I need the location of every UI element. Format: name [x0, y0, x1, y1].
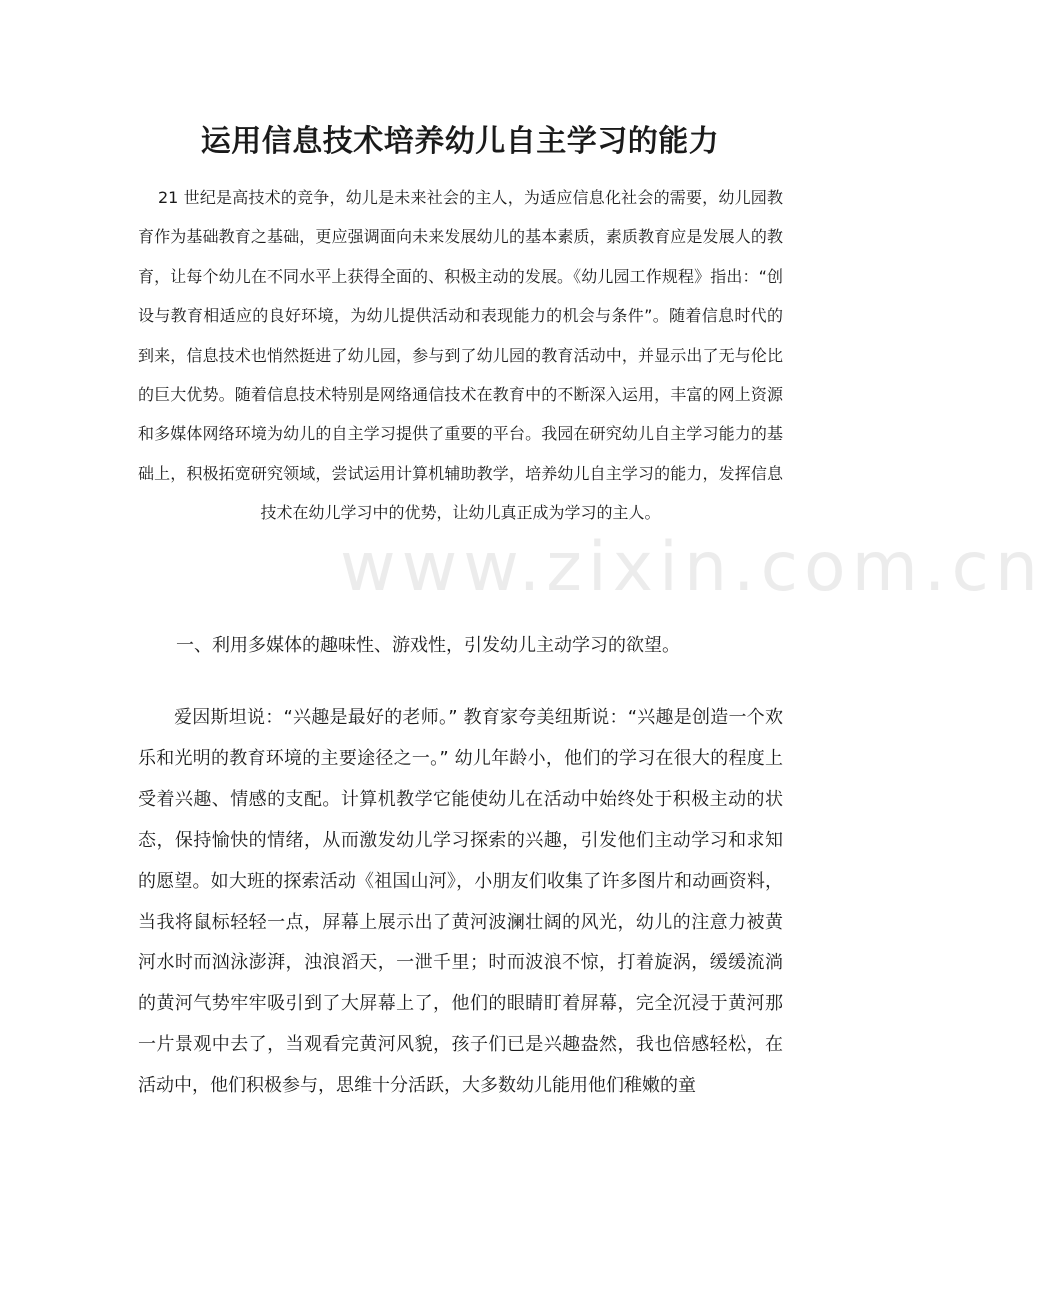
- intro-paragraph: 21 世纪是高技术的竞争，幼儿是未来社会的主人，为适应信息化社会的需要，幼儿园教育作为基础教育之基础，更应强调面向未来发展幼儿的基本素质，素质教育应是发展人的教育，让每个幼儿在不同水平上获得全面的、积极主动的发展。《幼儿园工作规程》指出：“创设与教育相适应的良好环境，为幼儿提供活动和表现能力的机会与条件”。随着信息时代的到来，信息技术也悄然挺进了幼儿园，参与到了幼儿园的教育活动中，并显示出了无与伦比的巨大优势。随着信息技术特别是网络通信技术在教育中的不断深入运用，丰富的网上资源和多媒体网络环境为幼儿的自主学习提供了重要的平台。我园在研究幼儿自主学习能力的基础上，积极拓宽研究领域，尝试运用计算机辅助教学，培养幼儿自主学习的能力，发挥信息技术在幼儿学习中的优势，让幼儿真正成为学习的主人。: [138, 188, 783, 523]
- document-title: 运用信息技术培养幼儿自主学习的能力: [200, 124, 720, 159]
- body-paragraph: 爱因斯坦说：“兴趣是最好的老师。” 教育家夸美纽斯说：“兴趣是创造一个欢乐和光明的教育环境的主要途径之一。” 幼儿年龄小，他们的学习在很大的程度上受着兴趣、情感的支配。计算机教学它能使幼儿在活动中始终处于积极主动的状态，保持愉快的情绪，从而激发幼儿学习探索的兴趣，引发他们主动学习和求知的愿望。如大班的探索活动《祖国山河》，小朋友们收集了许多图片和动画资料，当我将鼠标轻轻一点，屏幕上展示出了黄河波澜壮阔的风光，幼儿的注意力被黄河水时而汹泳澎湃，浊浪滔天，一泄千里；时而波浪不惊，打着旋涡，缓缓流淌的黄河气势牢牢吸引到了大屏幕上了，他们的眼睛盯着屏幕，完全沉浸于黄河那一片景观中去了，当观看完黄河风貌，孩子们已是兴趣盎然，我也倍感轻松，在活动中，他们积极参与，思维十分活跃，大多数幼儿能用他们稚嫩的童: [138, 707, 783, 1097]
- watermark: www.zixin.com.cn: [340, 528, 1044, 607]
- section-heading: 一、利用多媒体的趣味性、游戏性，引发幼儿主动学习的欲望。: [176, 635, 680, 656]
